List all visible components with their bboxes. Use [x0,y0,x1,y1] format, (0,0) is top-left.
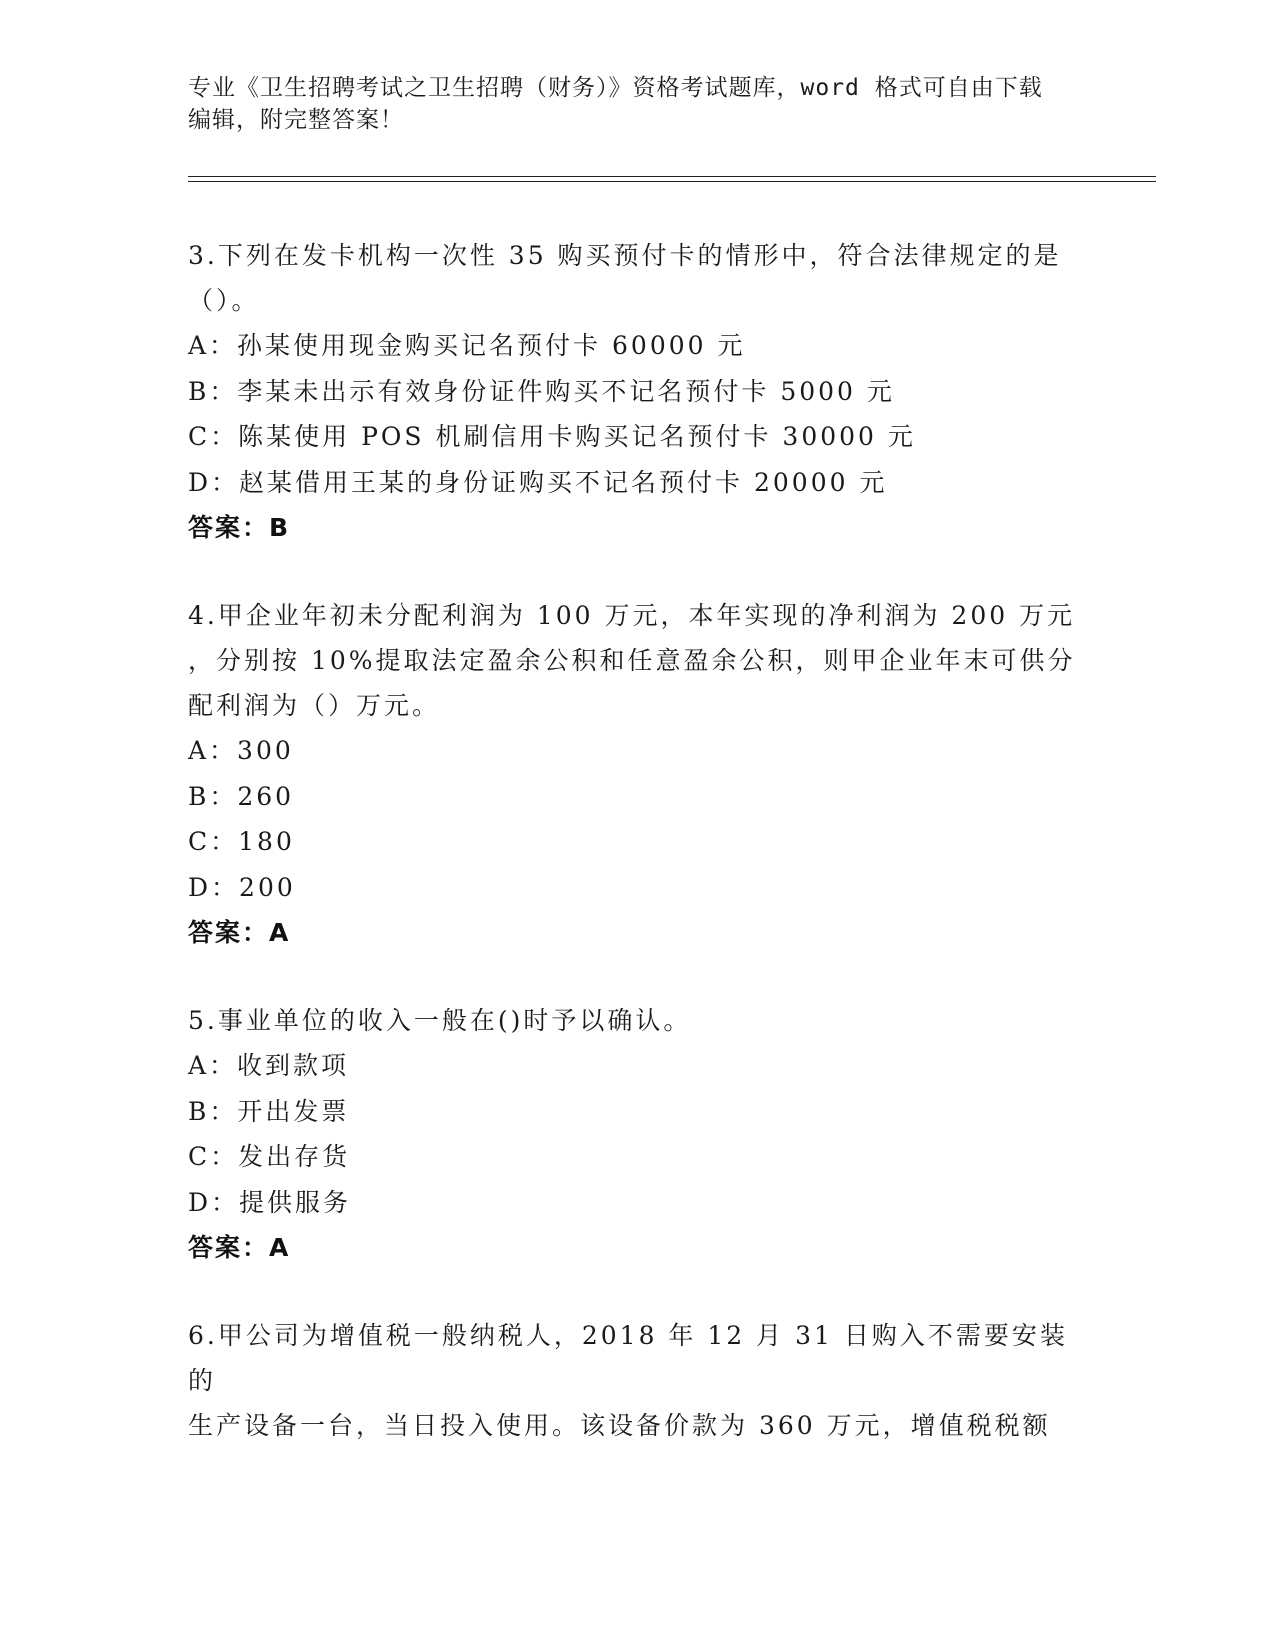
question-stem-line: 4.甲企业年初未分配利润为 100 万元，本年实现的净利润为 200 万元 [188,601,1076,630]
document-header [188,72,1088,136]
option-a: A：孙某使用现金购买记名预付卡 60000 元 [188,331,746,360]
option-b: B：开出发票 [188,1096,350,1126]
question-stem-line: 配利润为（）万元。 [188,691,441,720]
question-stem-line: 生产设备一台，当日投入使用。该设备价款为 360 万元，增值税税额 [188,1411,1051,1440]
option-d: D：提供服务 [188,1187,352,1217]
question-stem-line: ，分别按 10%提取法定盈余公积和任意盈余公积，则甲企业年末可供分 [188,646,1076,675]
header-divider-top [188,176,1156,177]
option-a: A：收到款项 [188,1051,350,1080]
answer-line: 答案：B [188,513,291,542]
question-stem-line: 3.下列在发卡机构一次性 35 购买预付卡的情形中，符合法律规定的是 [188,241,1062,270]
question-3 [188,233,1088,551]
question-stem [188,593,1088,728]
question-4 [188,593,1088,956]
option-a: A：300 [188,736,294,765]
question-stem-line: （）。 [188,286,260,315]
option-d: D：200 [188,872,296,902]
option-b: B：260 [188,781,295,811]
answer-line: 答案：A [188,918,291,947]
answer-line: 答案：A [188,1233,291,1262]
question-stem-line: 5.事业单位的收入一般在()时予以确认。 [188,1006,692,1035]
question-stem [188,998,1088,1043]
option-c: C：180 [188,827,295,856]
question-stem-line: 6.甲公司为增值税一般纳税人，2018 年 12 月 31 日购入不需要安装的 [188,1321,1068,1395]
question-stem [188,233,1088,323]
option-c: C：陈某使用 POS 机刷信用卡购买记名预付卡 30000 元 [188,422,916,451]
option-c: C：发出存货 [188,1142,351,1171]
header-line-1: 专业《卫生招聘考试之卫生招聘（财务）》资格考试题库，word 格式可自由下载 [188,75,1043,101]
header-divider-bottom [188,181,1156,182]
question-list [188,233,1088,1490]
question-stem [188,1313,1088,1448]
option-b: B：李某未出示有效身份证件购买不记名预付卡 5000 元 [188,376,895,406]
question-5 [188,998,1088,1271]
option-d: D：赵某借用王某的身份证购买不记名预付卡 20000 元 [188,467,888,497]
question-6 [188,1313,1088,1448]
header-line-2: 编辑，附完整答案！ [188,107,404,133]
